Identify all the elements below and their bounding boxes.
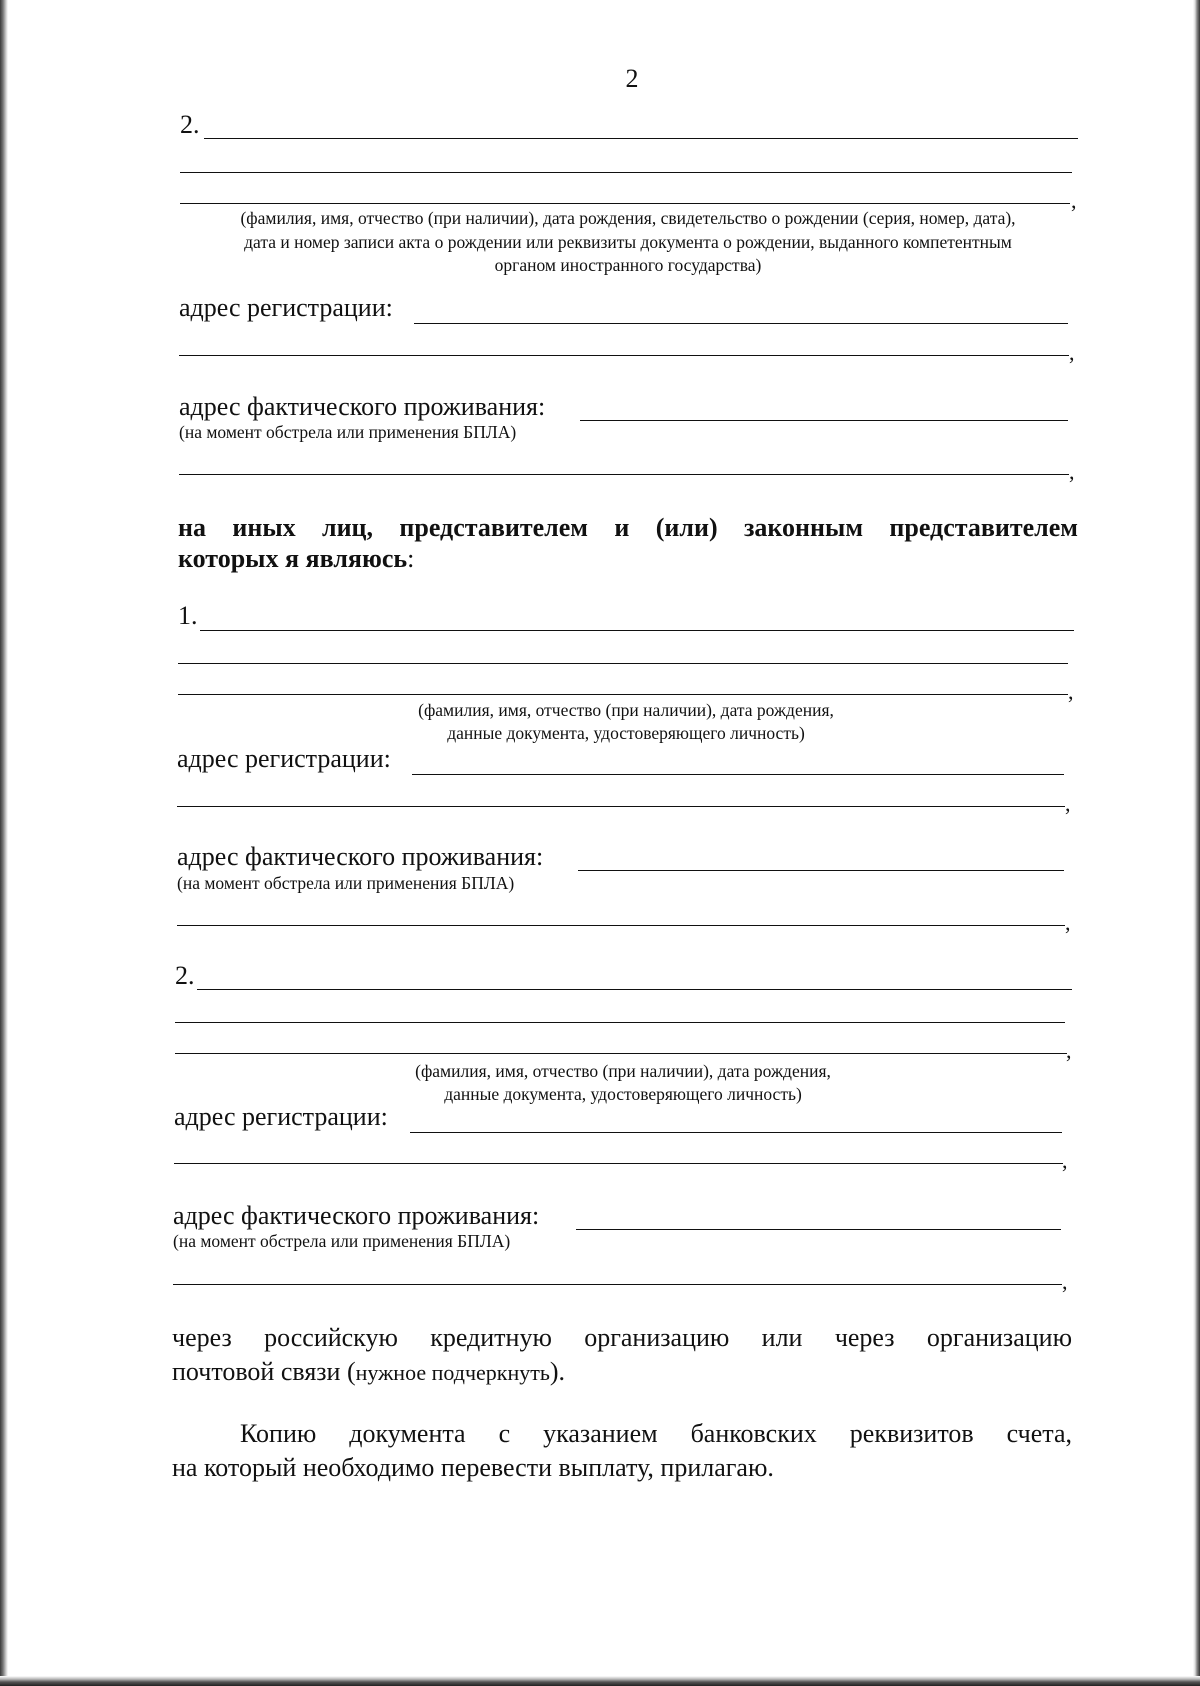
person-1-reg-line-2[interactable] [177,806,1065,807]
others-heading-line-2: которых я являюсь [178,544,408,573]
person-2-fact-label: адрес фактического проживания: [173,1201,540,1230]
person-2-line-3[interactable] [175,1053,1067,1054]
first-block-caption-1: (фамилия, имя, отчество (при наличии), дата рождения, свидетельство о рождении (серия, номер, дата), [240,208,1016,228]
person-2-number: 2. [175,961,195,990]
person-2-comma: , [1066,1038,1072,1063]
first-block-fact-comma: , [1069,459,1075,484]
first-block-reg-label: адрес регистрации: [179,293,393,322]
payment-line-2-underline-note: нужное подчеркнуть [355,1360,550,1385]
person-1-reg-label: адрес регистрации: [177,744,391,773]
scan-edge-left [0,0,8,1686]
copy-paragraph [172,1417,1072,1485]
first-block-line-3[interactable] [180,203,1070,204]
person-2-line-2[interactable] [175,1022,1065,1023]
first-block-reg-line-2[interactable] [179,355,1069,356]
scan-edge-right [1193,0,1200,1686]
payment-line-2 [172,1357,565,1386]
payment-line-1: через российскую кредитную организацию или через организацию [172,1323,1072,1352]
payment-line-2-end: ). [549,1357,566,1386]
person-1-reg-comma: , [1065,791,1071,816]
person-1-number: 1. [178,601,198,630]
first-block-caption-2: дата и номер записи акта о рождении или реквизиты документа о рождении, выданного компетентным [244,232,1012,252]
person-1-line-1[interactable] [200,630,1074,631]
person-2-reg-label: адрес регистрации: [174,1102,388,1131]
first-block-line-2[interactable] [180,172,1072,173]
person-1-fact-comma: , [1065,910,1071,935]
person-1-line-2[interactable] [178,663,1068,664]
others-heading-line-1: на иных лиц, представителем и (или) законным представителем [178,513,1078,542]
person-1-fact-note: (на момент обстрела или применения БПЛА) [177,873,515,893]
person-2-reg-comma: , [1062,1148,1068,1173]
scan-edge-bottom [0,1676,1200,1686]
first-block-line-1[interactable] [204,138,1078,139]
person-1-reg-line-1[interactable] [412,774,1064,775]
person-2-fact-note: (на момент обстрела или применения БПЛА) [173,1231,511,1251]
page-number: 2 [625,64,639,93]
copy-line-1: Копию документа с указанием банковских реквизитов счета, [240,1419,1072,1448]
person-2-fact-line-2[interactable] [173,1284,1062,1285]
first-block-caption-3: органом иностранного государства) [494,255,762,275]
person-2-caption-2: данные документа, удостоверяющего личность) [444,1084,802,1104]
person-1-fact-label: адрес фактического проживания: [177,842,544,871]
person-2-reg-line-2[interactable] [174,1163,1063,1164]
first-block-reg-comma: , [1069,340,1075,365]
person-1-fact-line-2[interactable] [177,925,1065,926]
payment-line-2-main: почтовой связи ( [172,1357,356,1386]
copy-line-2: на который необходимо перевести выплату, прилагаю. [172,1453,774,1482]
first-block-reg-line-1[interactable] [414,323,1068,324]
person-2-caption-1: (фамилия, имя, отчество (при наличии), дата рождения, [415,1061,831,1081]
person-2-reg-line-1[interactable] [410,1132,1062,1133]
person-1-caption-2: данные документа, удостоверяющего личность) [447,723,805,743]
person-2-line-1[interactable] [197,989,1072,990]
person-1-line-3[interactable] [178,694,1068,695]
first-block-fact-line-1[interactable] [580,420,1068,421]
others-heading [178,512,1078,574]
person-1-caption-1: (фамилия, имя, отчество (при наличии), дата рождения, [418,700,834,720]
person-2-fact-line-1[interactable] [576,1229,1061,1230]
person-2-fact-comma: , [1062,1269,1068,1294]
first-block-fact-label: адрес фактического проживания: [179,392,546,421]
payment-paragraph [172,1321,1072,1390]
person-1-comma: , [1068,679,1074,704]
first-block-fact-line-2[interactable] [179,474,1069,475]
first-block-comma: , [1071,188,1077,213]
first-block-number: 2. [180,110,200,139]
others-heading-colon: : [407,544,415,573]
person-1-fact-line-1[interactable] [578,870,1064,871]
first-block-fact-note: (на момент обстрела или применения БПЛА) [179,422,517,442]
